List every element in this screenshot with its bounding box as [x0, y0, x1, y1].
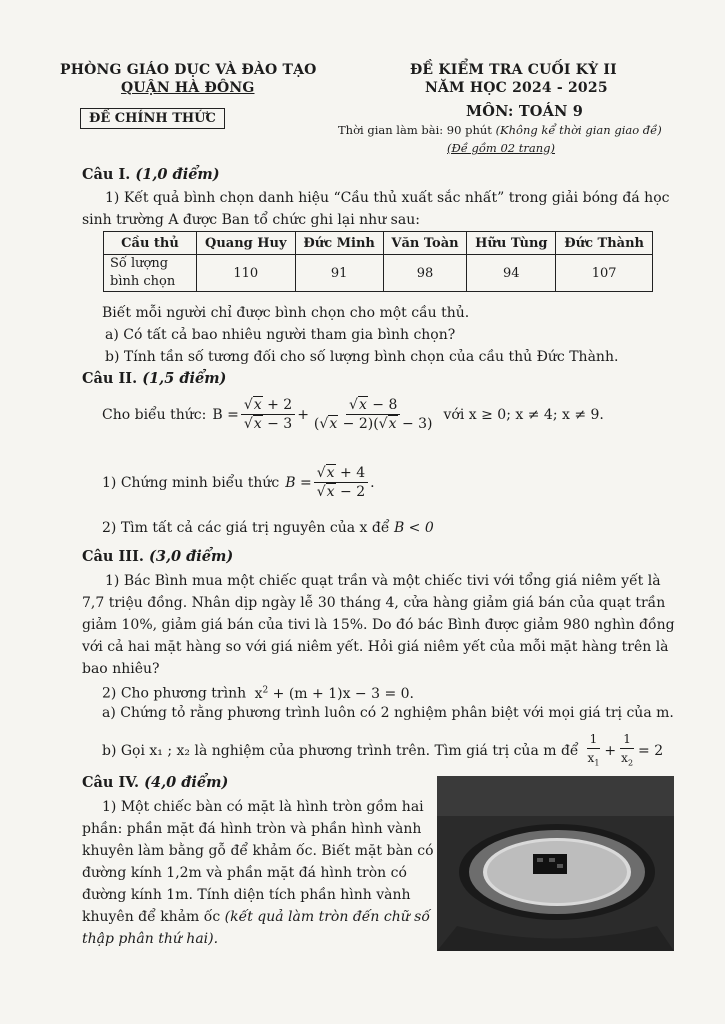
q2-points: (1,5 điểm) [142, 370, 227, 387]
q3-part-b-text: b) Gọi x₁ ; x₂ là nghiệm của phương trình trên. Tìm giá trị của m để [102, 743, 579, 760]
exam-title: ĐỀ KIỂM TRA CUỐI KỲ II [410, 62, 617, 78]
q3-part-b: b) Gọi x₁ ; x₂ là nghiệm của phương trình trên. Tìm giá trị của m để $\frac{1}{x_1}$ + $\frac{1}{x_2}$ = 2 [102, 730, 663, 772]
round-table-image [437, 776, 674, 951]
subject: MÔN: TOÁN 9 [466, 103, 584, 120]
q3-points: (3,0 điểm) [149, 548, 234, 565]
q3-p1-line1: 1) Bác Bình mua một chiếc quạt trần và một chiếc tivi với tổng giá niêm yết là [105, 573, 661, 589]
row-label-line1: Số lượng [110, 256, 169, 271]
q3-p1-line5: bao nhiêu? [82, 661, 160, 677]
q2-heading [82, 370, 226, 387]
q1-intro-line1: 1) Kết quả bình chọn danh hiệu “Cầu thủ xuất sắc nhất” trong giải bóng đá học [105, 190, 670, 206]
q4-line: đường kính 1m. Tính diện tích phần hình vành [82, 887, 411, 903]
table-cell: 94 [467, 255, 556, 292]
fraction: $\frac{√x - 8}{(√x - 2)(√x - 3)}$ [313, 397, 433, 432]
pages-note: (Đề gồm 02 trang) [447, 141, 555, 155]
q4-line: đường kính 1,2m và phần mặt đá hình tròn có [82, 865, 407, 881]
q3-p1-line3: giảm 10%, giảm giá bán của tivi là 15%. Do đó bác Bình được giảm 980 nghìn đồng [82, 617, 675, 633]
table-header-cell: Văn Toàn [383, 232, 467, 255]
time-note: (Không kể thời gian giao đề) [495, 123, 662, 137]
table-photo [437, 776, 674, 951]
q2-title: Câu II. [82, 370, 138, 387]
q2-part2-ineq: B < 0 [393, 520, 434, 536]
school-year: NĂM HỌC 2024 - 2025 [425, 80, 608, 96]
q2-part1: 1) Chứng minh biểu thức B = $\frac{√x + 4}{√x - 2}$ . [102, 465, 375, 500]
time-line [338, 123, 662, 137]
q4-title: Câu IV. [82, 774, 140, 791]
table-header-cell: Hữu Tùng [467, 232, 556, 255]
q4-line: khuyên làm bằng gỗ để khảm ốc. Biết mặt bàn có [82, 843, 434, 859]
q4-points: (4,0 điểm) [144, 774, 229, 791]
fraction: $\frac{√x + 2}{√x - 3}$ [241, 396, 295, 433]
official-badge: ĐỀ CHÍNH THỨC [80, 108, 225, 129]
q1-intro-line2: sinh trường A được Ban tổ chức ghi lại như sau: [82, 212, 420, 228]
q1-title: Câu I. [82, 166, 131, 183]
q2-part2 [102, 517, 434, 539]
q2-part2-text: 2) Tìm tất cả các giá trị nguyên của x để [102, 520, 390, 536]
fraction: $\frac{1}{x_2}$ [621, 732, 634, 768]
q3-title: Câu III. [82, 548, 144, 565]
q4-line: khuyên để khảm ốc [82, 909, 221, 925]
q3-p1-line4: với cả hai mặt hàng so với giá niêm yết. Hỏi giá niêm yết của mỗi mặt hàng trên là [82, 639, 669, 655]
q2-expr-label: Cho biểu thức: [102, 406, 207, 423]
fraction: $\frac{1}{x_1}$ [587, 732, 600, 768]
table-cell: 110 [197, 255, 296, 292]
table-cell: 98 [383, 255, 467, 292]
q2-part1-text: 1) Chứng minh biểu thức [102, 474, 280, 491]
fraction: $\frac{√x + 4}{√x - 2}$ [314, 464, 368, 501]
q3-p2-text: 2) Cho phương trình [102, 685, 247, 702]
table-header-cell: Cầu thủ [104, 232, 197, 255]
q3-p2: 2) Cho phương trình $x^2 + (m + 1)x - 3 = 0$. [102, 685, 414, 702]
table-row [104, 255, 653, 292]
q2-expression: Cho biểu thức: B = $\frac{√x + 2}{√x - 3}$ + $\frac{√x - 8}{(√x - 2)(√x - 3)}$ với x ≥ 0; x ≠ 4; x ≠ 9. [102, 397, 604, 432]
time-label: Thời gian làm bài: 90 phút [338, 123, 492, 137]
q4-round-note-end: thập phân thứ hai). [82, 931, 219, 947]
table-cell: 107 [556, 255, 653, 292]
q4-line: 1) Một chiếc bàn có mặt là hình tròn gồm hai [102, 799, 424, 815]
table-cell: 91 [295, 255, 383, 292]
row-label-line2: bình chọn [110, 274, 176, 289]
table-header-cell: Đức Thành [556, 232, 653, 255]
q1-part-a: a) Có tất cả bao nhiêu người tham gia bình chọn? [105, 327, 456, 343]
department-name: PHÒNG GIÁO DỤC VÀ ĐÀO TẠO [60, 62, 317, 78]
q4-heading [82, 774, 228, 791]
q3-heading [82, 548, 233, 565]
table-row-label [104, 255, 197, 292]
table-header-cell: Đức Minh [295, 232, 383, 255]
votes-table [103, 231, 653, 292]
q1-note: Biết mỗi người chỉ được bình chọn cho một cầu thủ. [102, 305, 470, 321]
table-header-cell: Quang Huy [197, 232, 296, 255]
district-name: QUẬN HÀ ĐÔNG [121, 80, 255, 96]
q4-round-note: (kết quả làm tròn đến chữ số [224, 909, 430, 925]
q3-part-a: a) Chứng tỏ rằng phương trình luôn có 2 nghiệm phân biệt với mọi giá trị của m. [102, 705, 674, 721]
q4-line: phần: phần mặt đá hình tròn và phần hình vành [82, 821, 422, 837]
table-row [104, 232, 653, 255]
q1-heading [82, 166, 220, 183]
q1-points: (1,0 điểm) [135, 166, 220, 183]
q3-p1-line2: 7,7 triệu đồng. Nhân dịp ngày lễ 30 tháng 4, cửa hàng giảm giá bán của quạt trần [82, 595, 666, 611]
q2-condition: với x ≥ 0; x ≠ 4; x ≠ 9. [443, 406, 604, 423]
q4-paragraph [82, 796, 434, 950]
q1-part-b: b) Tính tần số tương đối cho số lượng bình chọn của cầu thủ Đức Thành. [105, 349, 619, 365]
